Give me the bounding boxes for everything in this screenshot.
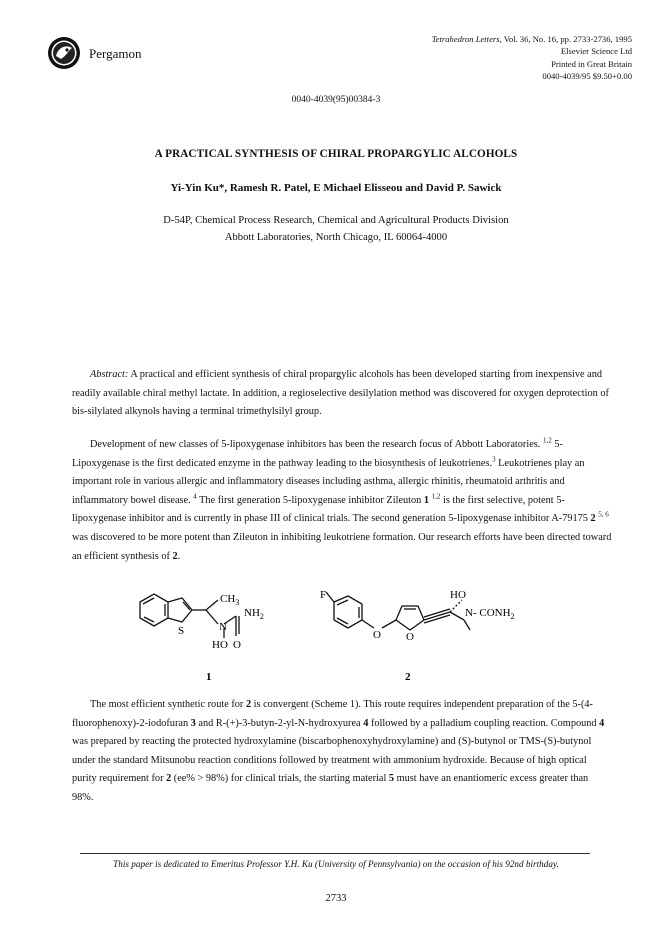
abstract-label: Abstract: (90, 369, 129, 380)
label-nh2: $NH_2$ (244, 607, 264, 621)
text-run: . (177, 550, 181, 562)
paper-title: A PRACTICAL SYNTHESIS OF CHIRAL PROPARGYLIC ALCOHOLS (154, 148, 518, 160)
compound-label-1: 1 (206, 671, 212, 683)
abstract-text: A practical and efficient synthesis of chiral propargylic alcohols has been developed starting from inexpensive and readily available chiral methyl lactate. In addition, a regioselective desilylation method was discovered for oxygen deprotection of bis-silylated alkynols having a terminal trimethylsilyl group. (72, 369, 609, 418)
reference-mark: 1,2 (431, 492, 441, 501)
compound-label-2: 2 (405, 671, 411, 683)
article-pii: 0040-4039(95)00384-3 (291, 95, 381, 105)
compound-ref: 3 (190, 717, 196, 729)
label-f: F (320, 590, 327, 601)
label-o: O (233, 639, 241, 651)
affiliation (0, 212, 672, 246)
publisher-logo (47, 36, 81, 70)
compound-ref: 4 (599, 717, 605, 729)
compound-ref: 4 (363, 717, 369, 729)
label-o-furan: O (406, 631, 414, 643)
dedication-footnote: This paper is dedicated to Emeritus Professor Y.H. Ku (University of Pennsylvania) on the occasion of his 92nd birthday. (113, 859, 559, 869)
text-run: Development of new classes of 5-lipoxygenase inhibitors has been the research focus of Abbott Laboratories. (90, 439, 543, 450)
compound-ref: 2 (245, 699, 252, 710)
text-run: The most efficient synthetic route for (90, 699, 246, 710)
page-number: 2733 (325, 893, 347, 904)
text-run: must have an enantiomeric excess greater than 98%. (72, 773, 589, 803)
label-ch3: $CH_3$ (220, 593, 240, 607)
author-list: Yi-Yin Ku*, Ramesh R. Patel, E Michael Elisseou and David P. Sawick (170, 182, 502, 194)
compound-ref: 1 (423, 494, 430, 506)
compound-ref: 5 (388, 773, 395, 785)
label-n: N (219, 621, 227, 633)
journal-volume: , Vol. 36, No. 16, pp. 2733-2736, 1995 (499, 34, 632, 44)
compound-ref: 2 (172, 550, 178, 562)
text-run: was discovered to be more potent than Zileuton in inhibiting leukotriene formation. Our research efforts have been directed toward an efficient synthesis of (72, 531, 612, 562)
journal-issn: 0040-4039/95 $9.50+0.00 (542, 71, 632, 82)
journal-name: Tetrahedron Letters (431, 34, 500, 44)
text-run: and R-(+)-3-butyn-2-yl-N-hydroxyurea (195, 717, 364, 729)
journal-printed: Printed in Great Britain (551, 58, 632, 69)
text-run: was prepared by reacting the protected hydroxylamine (biscarbophenoxyhydroxylamine) and (S)-butynol or TMS-(S)-butynol under the standard Mitsunobu reaction conditions followed by treatment with ammonium hydroxide. Because of high optical purity requirement for (72, 736, 592, 785)
text-run: Leukotrienes play an important role in various allergic and inflammatory diseases including asthma, allergic rhinitis, rheumatoid arthritis and inflammatory bowel disease. (72, 457, 585, 506)
reference-mark: 3 (492, 455, 496, 464)
body-paragraph-1 (72, 436, 612, 566)
chemical-structures (120, 590, 560, 690)
body-paragraph-2 (72, 696, 612, 808)
label-s: S (178, 625, 185, 637)
compound-ref: 2 (166, 773, 172, 785)
reference-mark: 1,2 (542, 436, 552, 445)
reference-mark: 4 (193, 492, 197, 501)
label-o-ether: O (373, 629, 381, 641)
journal-citation (432, 33, 632, 83)
structure-a79175 (326, 592, 470, 630)
text-run: (ee% > 98%) for clinical trials, the starting material (171, 773, 389, 785)
footnote-rule (80, 853, 590, 854)
affiliation-line-2: Abbott Laboratories, North Chicago, IL 60064-4000 (224, 232, 448, 243)
text-run: is convergent (Scheme 1). This route requires independent preparation of the 5-(4-fluorophenoxy)-2-iodofuran (72, 699, 593, 729)
label-ho: HO (212, 639, 228, 651)
reference-mark: 5, 6 (598, 510, 609, 519)
text-run: is the first selective, potent 5-lipoxygenase inhibitor and is currently in phase III of clinical trials. The second generation 5-lipoxygenase inhibitor A-79175 (72, 494, 591, 525)
text-run: 5-Lipoxygenase is the first dedicated enzyme in the pathway leading to the biosynthesis of leukotrienes. (72, 439, 563, 469)
publisher-name: Pergamon (89, 46, 142, 61)
label-nconh2: N- $CONH_2$ (465, 607, 515, 621)
label-ho-2: HO (450, 590, 466, 601)
text-run: The first generation 5-lipoxygenase inhibitor Zileuton (196, 494, 424, 506)
compound-ref: 2 (590, 513, 596, 525)
abstract (72, 366, 612, 422)
journal-publisher: Elsevier Science Ltd (560, 46, 632, 57)
affiliation-line-1: D-54P, Chemical Process Research, Chemical and Agricultural Products Division (163, 215, 509, 226)
text-run: followed by a palladium coupling reaction. Compound (368, 717, 600, 729)
